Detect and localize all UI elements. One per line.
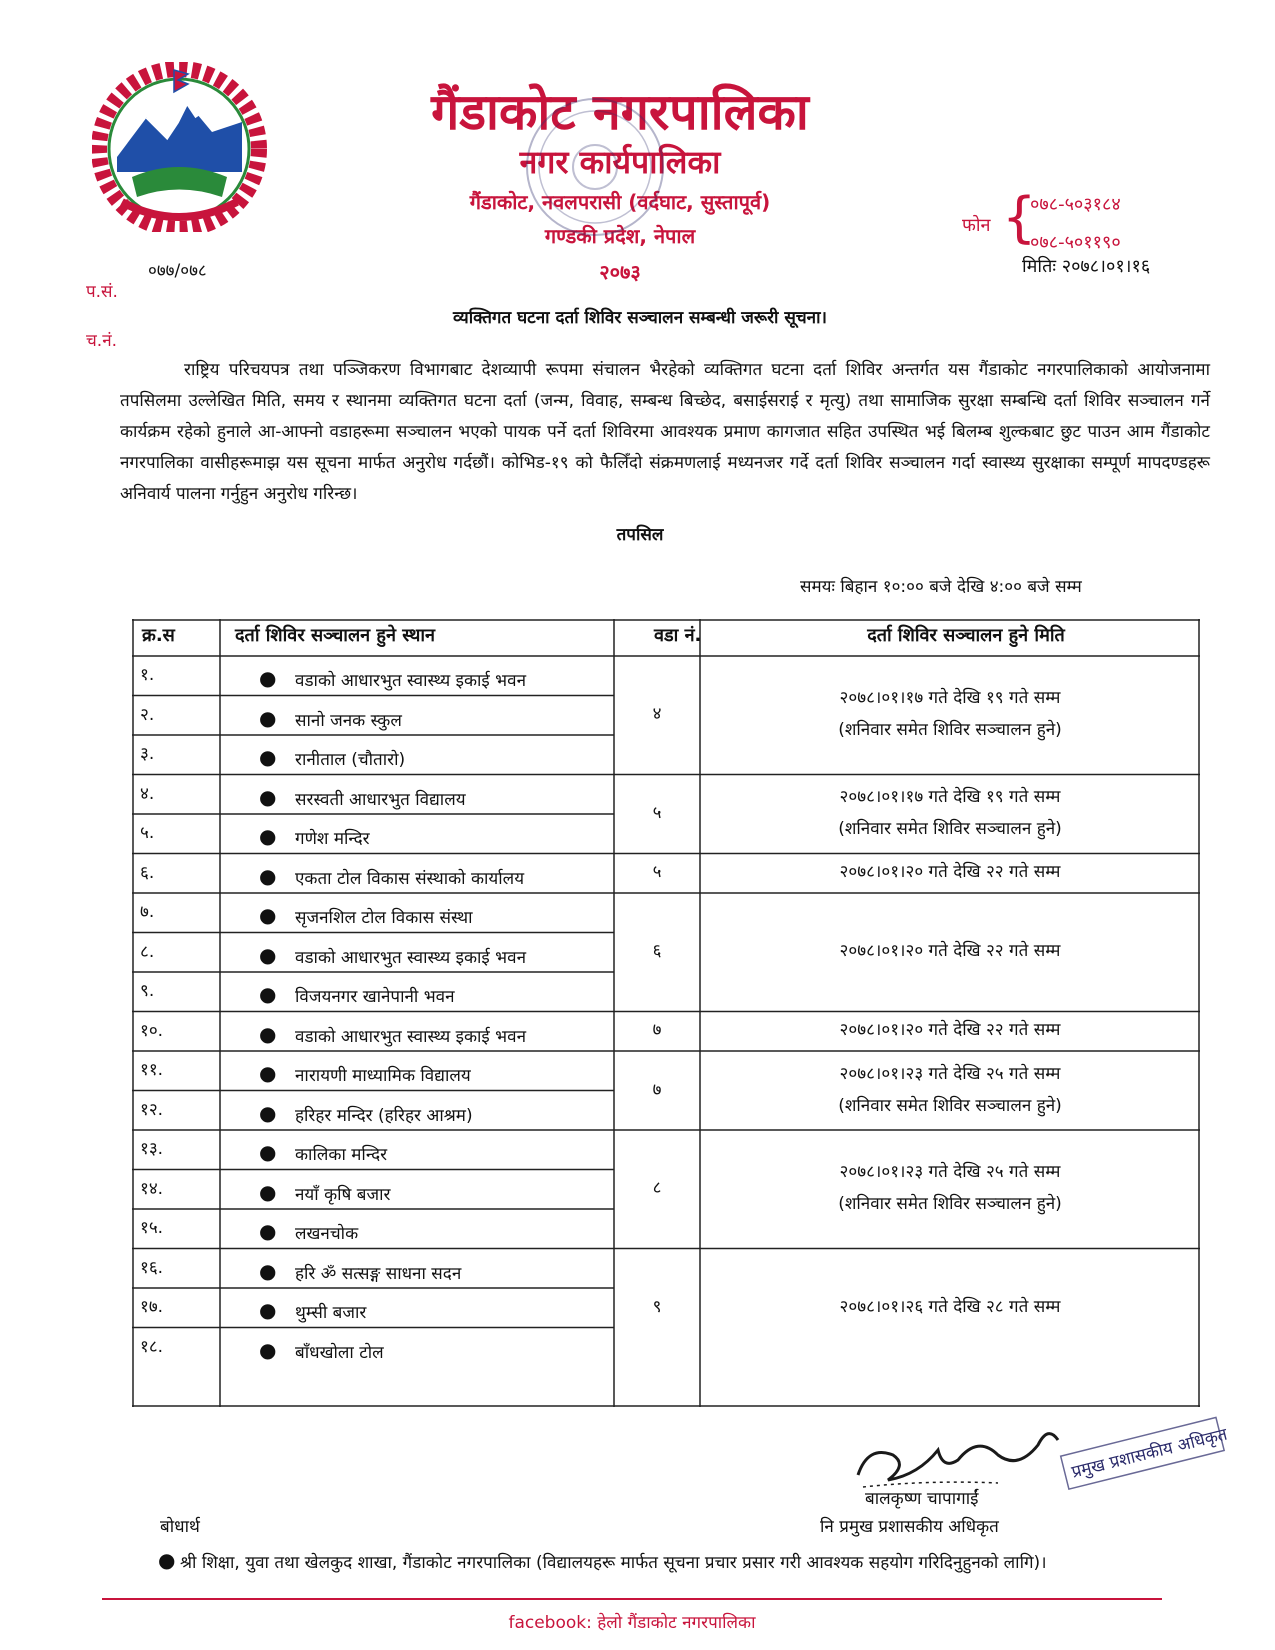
serial-number: ४. [140, 783, 155, 804]
camp-date: २०७८।०१।१७ गते देखि १९ गते सम्म [839, 787, 1061, 807]
serial-number: १५. [140, 1218, 164, 1238]
phone-number-2: ०७८-५०११९० [1030, 232, 1121, 253]
bullet-icon: ● [259, 1298, 277, 1322]
bullet-icon: ● [259, 745, 277, 769]
ward-number: ८ [652, 1178, 662, 1199]
camp-place: वडाको आधारभुत स्वास्थ्य इकाई भवन [295, 947, 527, 968]
camp-date: २०७८।०१।२० गते देखि २२ गते सम्म [839, 1020, 1061, 1041]
municipality-name: गैंडाकोट नगरपालिका [431, 82, 809, 141]
camp-place: सृजनशिल टोल विकास संस्था [295, 908, 473, 928]
province-line: गण्डकी प्रदेश, नेपाल [544, 224, 696, 248]
header-place: दर्ता शिविर सञ्चालन हुने स्थान [235, 625, 436, 646]
established-year: २०७३ [599, 260, 641, 284]
notice-body: राष्ट्रिय परिचयपत्र तथा पञ्जिकरण विभागबाट देशव्यापी रूपमा संचालन भैरहेको व्यक्तिगत घटना दर्ता शिविर अन्तर्गत यस गैंडाकोट नगरपालिकाको आयोजनामा तपसिलमा उल्लेखित मिति, समय र स्थानमा व्यक्तिगत घटना दर्ता (जन्म, विवाह, सम्बन्ध बिच्छेद, बसाईसराई र मृत्यु) तथा सामाजिक सुरक्षा सम्बन्धि दर्ता शिविर सञ्चालन गर्ने कार्यक्रम रहेको हुनाले आ-आफ्नो वडाहरूमा सञ्चालन भएको पायक पर्ने दर्ता शिविरमा आवश्यक प्रमाण कागजात सहित उपस्थित भई बिलम्ब शुल्कबाट छुट पाउन आम गैंडाकोट नगरपालिका वासीहरूमाझ यस सूचना मार्फत अनुरोध गर्दछौं। कोभिड-१९ को फैलिँदो संक्रमणलाई मध्यनजर गर्दे दर्ता शिविर सञ्चालन गर्दा स्वास्थ्य सुरक्षाका सम्पूर्ण मापदण्डहरू अनिवार्य पालना गर्नुहुन अनुरोध गरिन्छ। [120, 360, 1210, 504]
cc-item: श्री शिक्षा, युवा तथा खेलकुद शाखा, गैंडाकोट नगरपालिका (विद्यालयहरू मार्फत सूचना प्रचार प्रसार गरी आवश्यक सहयोग गरिदिनुहुनको लागि)। [180, 1553, 1047, 1573]
signatory-title: नि प्रमुख प्रशासकीय अधिकृत [820, 1517, 999, 1537]
camp-place: हरि ॐ सत्सङ्ग साधना सदन [295, 1263, 462, 1284]
camp-place: गणेश मन्दिर [295, 829, 370, 849]
tapasil-heading: तपसिल [616, 525, 664, 545]
camp-date-note: (शनिवार समेत शिविर सञ्चालन हुने) [838, 1194, 1062, 1215]
camp-place: रानीताल (चौतारो) [295, 750, 406, 770]
serial-number: १४. [140, 1178, 164, 1199]
serial-number: १६. [140, 1257, 164, 1278]
footer-divider [102, 1598, 1162, 1600]
schedule-table [132, 619, 1200, 1407]
office-name: नगर कार्यपालिका [519, 143, 721, 181]
bullet-icon: ● [259, 1258, 277, 1283]
camp-date-note: (शनिवार समेत शिविर सञ्चालन हुने) [838, 720, 1062, 741]
header-serial: क्र.स [142, 625, 175, 646]
camp-date: २०७८।०१।१७ गते देखि १९ गते सम्म [839, 688, 1061, 709]
bullet-icon: ● [259, 1100, 277, 1125]
signatory-name: बालकृष्ण चापागाईं [865, 1489, 979, 1509]
bullet-icon: ● [259, 1021, 277, 1046]
camp-date: २०७८।०१।२० गते देखि २२ गते सम्म [839, 941, 1061, 962]
camp-place: सानो जनक स्कुल [295, 710, 402, 731]
ward-number: ९ [652, 1296, 662, 1317]
bullet-icon: ● [259, 863, 277, 888]
camp-place: लखनचोक [295, 1224, 359, 1244]
camp-time: समयः बिहान १०:०० बजे देखि ४:०० बजे सम्म [800, 577, 1082, 597]
serial-number: ९. [140, 981, 155, 1001]
bullet-icon: ● [259, 982, 277, 1006]
serial-number: १३. [140, 1139, 164, 1159]
cc-label: बोधार्थ [160, 1517, 200, 1537]
nepal-emblem-icon [92, 62, 267, 232]
bullet-icon: ● [158, 1548, 176, 1572]
ward-number: ५ [652, 862, 662, 883]
camp-place: विजयनगर खानेपानी भवन [295, 987, 455, 1007]
serial-number: १७. [140, 1297, 164, 1317]
phone-brace: { [1002, 186, 1037, 249]
camp-place: नयाँ कृषि बजार [295, 1184, 391, 1205]
camp-place: कालिका मन्दिर [295, 1145, 388, 1165]
camp-place: थुम्सी बजार [295, 1303, 367, 1323]
bullet-icon: ● [259, 1061, 277, 1085]
ward-number: ६ [652, 941, 662, 962]
camp-place: बाँधखोला टोल [295, 1342, 384, 1363]
serial-number: ८. [140, 941, 155, 962]
notice-title: व्यक्तिगत घटना दर्ता शिविर सञ्चालन सम्बन्धी जरूरी सूचना। [453, 308, 827, 328]
bullet-icon: ● [259, 1140, 277, 1164]
ward-number: ७ [652, 1079, 662, 1100]
header-date: दर्ता शिविर सञ्चालन हुने मिति [867, 625, 1065, 646]
serial-number: ५. [140, 823, 155, 843]
serial-number: २. [140, 704, 155, 725]
serial-number: ७. [140, 902, 155, 922]
ward-number: ४ [652, 704, 662, 725]
office-stamp-icon [520, 80, 670, 255]
camp-date-note: (शनिवार समेत शिविर सञ्चालन हुने) [838, 819, 1062, 839]
facebook-link[interactable]: facebook: हेलो गैंडाकोट नगरपालिका [508, 1613, 756, 1633]
camp-date: २०७८।०१।२३ गते देखि २५ गते सम्म [839, 1162, 1061, 1183]
serial-number: १. [140, 665, 155, 685]
bullet-icon: ● [259, 903, 277, 927]
ward-number: ७ [652, 1020, 662, 1041]
camp-place: हरिहर मन्दिर (हरिहर आश्रम) [295, 1105, 473, 1126]
serial-number: ६. [140, 862, 155, 883]
bullet-icon: ● [259, 1337, 277, 1362]
bullet-icon: ● [259, 942, 277, 967]
serial-number: १८. [140, 1336, 164, 1357]
camp-date: २०७८।०१।२६ गते देखि २८ गते सम्म [839, 1296, 1061, 1317]
letter-date: मितिः २०७८।०१।१६ [1022, 256, 1151, 277]
serial-number: १२. [140, 1099, 164, 1120]
bullet-icon: ● [259, 1219, 277, 1243]
chalani-number-label: च.नं. [86, 331, 118, 351]
office-address: गैंडाकोट, नवलपरासी (वर्दघाट, सुस्तापूर्व) [469, 190, 771, 214]
header-ward: वडा नं. [654, 625, 702, 646]
bullet-icon: ● [259, 784, 277, 809]
camp-place: एकता टोल विकास संस्थाको कार्यालय [295, 868, 525, 889]
officer-stamp-text: प्रमुख प्रशासकीय अधिकृत [1069, 1424, 1230, 1483]
serial-number: ११. [140, 1060, 164, 1080]
camp-place: वडाको आधारभुत स्वास्थ्य इकाई भवन [295, 1026, 527, 1047]
phone-label: फोन [962, 215, 991, 236]
camp-place: सरस्वती आधारभुत विद्यालय [295, 789, 466, 810]
camp-date: २०७८।०१।२० गते देखि २२ गते सम्म [839, 862, 1061, 883]
camp-date: २०७८।०१।२३ गते देखि २५ गते सम्म [839, 1063, 1061, 1084]
camp-place: नारायणी माध्यामिक विद्यालय [295, 1066, 471, 1086]
reference-number: ०७७/०७८ [148, 261, 207, 281]
patra-sankhya-label: प.सं. [86, 282, 118, 302]
bullet-icon: ● [259, 666, 277, 690]
bullet-icon: ● [259, 705, 277, 730]
phone-number-1: ०७८-५०३१८४ [1030, 194, 1121, 215]
serial-number: १०. [140, 1020, 164, 1041]
camp-place: वडाको आधारभुत स्वास्थ्य इकाई भवन [295, 671, 527, 691]
serial-number: ३. [140, 744, 155, 764]
bullet-icon: ● [259, 1179, 277, 1204]
camp-date-note: (शनिवार समेत शिविर सञ्चालन हुने) [838, 1095, 1062, 1116]
ward-number: ५ [652, 803, 662, 823]
bullet-icon: ● [259, 824, 277, 848]
